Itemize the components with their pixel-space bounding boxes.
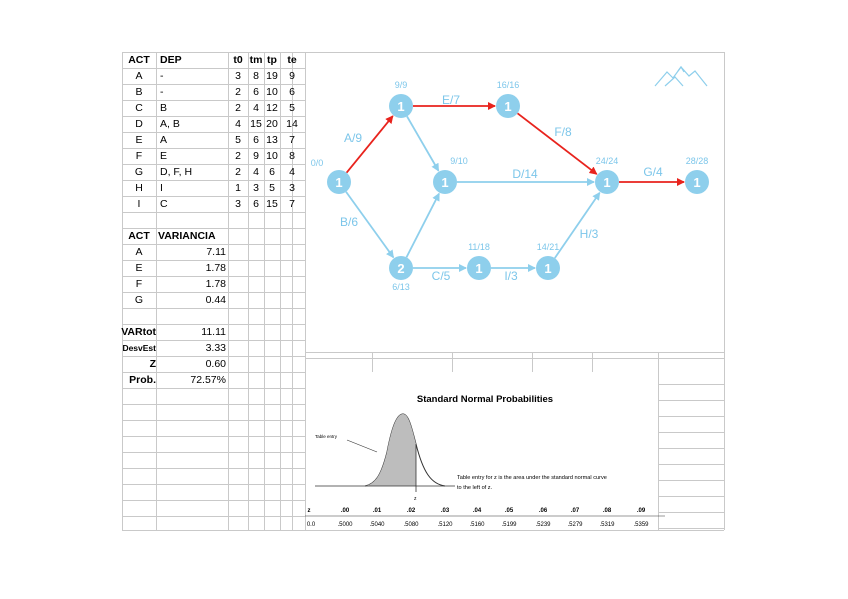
pert-cell: 14 bbox=[286, 118, 298, 130]
normal-table-header: .04 bbox=[472, 508, 482, 514]
event-node-number: 1 bbox=[544, 261, 552, 276]
grid-hline bbox=[122, 308, 305, 309]
variance-act: G bbox=[134, 294, 144, 306]
grid-hline bbox=[122, 452, 305, 453]
grid-vline bbox=[532, 352, 533, 372]
event-node-time: 9/10 bbox=[450, 156, 468, 166]
summary-label: DesvEst bbox=[122, 343, 156, 353]
grid-hline bbox=[122, 420, 305, 421]
pert-cell: 8 bbox=[253, 70, 259, 82]
pert-cell: 6 bbox=[253, 134, 259, 146]
pert-cell: 6 bbox=[253, 198, 259, 210]
pert-cell: B bbox=[160, 102, 168, 114]
pert-cell: 15 bbox=[266, 198, 278, 210]
pert-cell: I bbox=[160, 182, 163, 194]
summary-value: 3.33 bbox=[205, 342, 226, 354]
pert-cell: 3 bbox=[235, 198, 241, 210]
variance-act: A bbox=[135, 246, 143, 258]
pert-cell: 5 bbox=[269, 182, 275, 194]
pert-cell: F bbox=[135, 150, 143, 162]
sheet-border-bottom bbox=[122, 530, 724, 531]
edge-n6-n7 bbox=[555, 193, 600, 258]
event-node-time: 24/24 bbox=[595, 156, 619, 166]
pert-cell: A, B bbox=[160, 118, 180, 130]
normal-table-header: .00 bbox=[340, 508, 350, 514]
grid-hline bbox=[122, 212, 305, 213]
pert-cell: 2 bbox=[235, 86, 241, 98]
grid-hline bbox=[122, 468, 305, 469]
pert-cell: D, F, H bbox=[160, 166, 193, 178]
pert-cell: 7 bbox=[289, 134, 295, 146]
grid-hline bbox=[658, 480, 724, 481]
pert-cell: 6 bbox=[253, 86, 259, 98]
pert-cell: A bbox=[135, 70, 143, 82]
pert-cell: E bbox=[160, 150, 168, 162]
normal-table-header: .06 bbox=[538, 508, 548, 514]
grid-hline bbox=[122, 500, 305, 501]
activity-label: G/4 bbox=[643, 165, 663, 179]
pert-cell: 4 bbox=[289, 166, 295, 178]
pert-cell: 7 bbox=[289, 198, 295, 210]
grid-vline bbox=[592, 352, 593, 372]
pert-cell: D bbox=[135, 118, 143, 130]
normal-table-cell: .5359 bbox=[633, 522, 649, 528]
pert-cell: 6 bbox=[269, 166, 275, 178]
summary-label: VARtot bbox=[121, 326, 156, 338]
pert-cell: 3 bbox=[235, 70, 241, 82]
activity-label: B/6 bbox=[339, 215, 359, 229]
event-node-number: 1 bbox=[603, 175, 611, 190]
event-node-number: 1 bbox=[335, 175, 343, 190]
pert-cell: 13 bbox=[266, 134, 278, 146]
normal-table-header: .08 bbox=[602, 508, 612, 514]
variance-header-act: ACT bbox=[128, 230, 150, 242]
grid-hline bbox=[658, 432, 724, 433]
pert-header-t0: t0 bbox=[233, 54, 243, 66]
normal-curve-figure bbox=[315, 414, 455, 502]
event-node-time: 6/13 bbox=[392, 282, 410, 292]
normal-table-header: .07 bbox=[570, 508, 580, 514]
normal-table-cell: 0.0 bbox=[306, 522, 316, 528]
normal-table-header: z bbox=[307, 508, 311, 514]
event-node-number: 1 bbox=[441, 175, 449, 190]
edge-n2-n7 bbox=[518, 113, 597, 174]
grid-hline bbox=[305, 352, 724, 353]
pert-cell: E bbox=[135, 134, 143, 146]
pert-cell: 2 bbox=[235, 166, 241, 178]
grid-vline bbox=[452, 352, 453, 372]
pert-cell: 5 bbox=[235, 134, 241, 146]
variance-act: F bbox=[135, 278, 143, 290]
pert-cell: C bbox=[135, 102, 143, 114]
normal-table-description: Table entry for z is the area under the standard normal curve bbox=[457, 475, 607, 481]
normal-table-cell: .5120 bbox=[437, 522, 453, 528]
normal-table-header: .02 bbox=[406, 508, 416, 514]
variance-value: 1.78 bbox=[205, 262, 226, 274]
pert-cell: C bbox=[160, 198, 168, 210]
grid-hline bbox=[658, 448, 724, 449]
normal-table-cell: .5279 bbox=[567, 522, 583, 528]
activity-label: I/3 bbox=[504, 269, 518, 283]
activity-label: F/8 bbox=[554, 125, 572, 139]
activity-label: A/9 bbox=[343, 131, 363, 145]
pert-cell: 1 bbox=[235, 182, 241, 194]
pert-cell: 4 bbox=[235, 118, 241, 130]
pert-cell: 5 bbox=[289, 102, 295, 114]
pert-cell: 19 bbox=[266, 70, 278, 82]
event-node-number: 1 bbox=[693, 175, 701, 190]
grid-hline bbox=[658, 384, 724, 385]
pert-header-dep: DEP bbox=[160, 54, 182, 66]
activity-label: D/14 bbox=[512, 167, 538, 181]
normal-table-cell: .5199 bbox=[501, 522, 517, 528]
pert-cell: 9 bbox=[253, 150, 259, 162]
normal-table-cell: .5239 bbox=[535, 522, 551, 528]
pert-cell: - bbox=[160, 70, 164, 82]
normal-table-description-cont: to the left of z. bbox=[457, 485, 493, 491]
summary-label: Z bbox=[149, 358, 156, 370]
grid-vline bbox=[156, 52, 157, 530]
pert-cell: 10 bbox=[266, 86, 278, 98]
pert-cell: A bbox=[160, 134, 168, 146]
grid-hline bbox=[658, 464, 724, 465]
summary-label: Prob. bbox=[129, 374, 156, 386]
normal-table-cell: .5040 bbox=[369, 522, 385, 528]
pert-cell: 2 bbox=[235, 150, 241, 162]
grid-vline bbox=[372, 352, 373, 372]
grid-hline bbox=[658, 512, 724, 513]
pert-network-diagram bbox=[305, 52, 724, 352]
pert-cell: 8 bbox=[289, 150, 295, 162]
pert-cell: 3 bbox=[253, 182, 259, 194]
event-node-time: 28/28 bbox=[685, 156, 709, 166]
pert-cell: H bbox=[135, 182, 143, 194]
pert-cell: 2 bbox=[235, 102, 241, 114]
normal-table-cell: .5000 bbox=[337, 522, 353, 528]
grid-hline bbox=[305, 358, 724, 359]
event-node-number: 2 bbox=[397, 261, 405, 276]
activity-label: E/7 bbox=[441, 93, 461, 107]
event-node-number: 1 bbox=[504, 99, 512, 114]
pert-cell: 10 bbox=[266, 150, 278, 162]
pert-header-tm: tm bbox=[249, 54, 263, 66]
grid-hline bbox=[122, 484, 305, 485]
normal-table-header: .05 bbox=[504, 508, 514, 514]
grid-hline bbox=[658, 496, 724, 497]
variance-act: E bbox=[135, 262, 143, 274]
normal-table-header: .09 bbox=[636, 508, 646, 514]
pert-cell: 4 bbox=[253, 102, 259, 114]
pert-cell: 12 bbox=[266, 102, 278, 114]
pert-cell: B bbox=[135, 86, 143, 98]
pert-header-te: te bbox=[287, 54, 297, 66]
event-node-number: 1 bbox=[397, 99, 405, 114]
variance-value: 7.11 bbox=[206, 246, 226, 258]
pert-cell: G bbox=[134, 166, 144, 178]
mountain-logo-icon bbox=[655, 67, 707, 86]
event-node-time: 0/0 bbox=[310, 158, 324, 168]
edge-n4-n3 bbox=[406, 194, 439, 258]
activity-label: H/3 bbox=[579, 227, 599, 241]
standard-normal-table-image bbox=[305, 376, 665, 530]
variance-value: 0.44 bbox=[205, 294, 226, 306]
grid-hline bbox=[658, 416, 724, 417]
summary-value: 11.11 bbox=[201, 326, 226, 338]
pert-cell: I bbox=[137, 198, 141, 210]
grid-hline bbox=[122, 436, 305, 437]
pert-cell: 3 bbox=[289, 182, 295, 194]
pert-cell: 15 bbox=[250, 118, 262, 130]
normal-table-cell: .5160 bbox=[469, 522, 485, 528]
pert-header-act: ACT bbox=[128, 54, 150, 66]
event-node-time: 16/16 bbox=[496, 80, 520, 90]
pert-cell: - bbox=[160, 86, 164, 98]
normal-table-cell: .5319 bbox=[599, 522, 615, 528]
sheet-border-right bbox=[724, 52, 725, 530]
edge-n1-n3 bbox=[407, 116, 438, 170]
normal-table-header: .01 bbox=[372, 508, 382, 514]
pert-cell: 9 bbox=[289, 70, 295, 82]
variance-header-variancia: VARIANCIA bbox=[158, 230, 216, 242]
event-node-time: 14/21 bbox=[536, 242, 560, 252]
pert-cell: 6 bbox=[289, 86, 295, 98]
normal-table-header: .03 bbox=[440, 508, 450, 514]
pert-header-tp: tp bbox=[267, 54, 277, 66]
activity-label: C/5 bbox=[431, 269, 451, 283]
spreadsheet bbox=[122, 52, 724, 530]
z-marker-label: z bbox=[414, 496, 417, 502]
summary-value: 0.60 bbox=[205, 358, 226, 370]
grid-hline bbox=[122, 516, 305, 517]
grid-hline bbox=[122, 404, 305, 405]
event-node-time: 11/18 bbox=[468, 242, 490, 252]
normal-table-title: Standard Normal Probabilities bbox=[416, 394, 554, 405]
pert-cell: 4 bbox=[253, 166, 259, 178]
grid-hline bbox=[658, 400, 724, 401]
variance-value: 1.78 bbox=[205, 278, 226, 290]
pert-cell: 20 bbox=[266, 118, 278, 130]
event-node-time: 9/9 bbox=[394, 80, 408, 90]
grid-hline bbox=[658, 528, 724, 529]
table-entry-label: Table entry bbox=[315, 434, 338, 439]
summary-value: 72.57% bbox=[190, 374, 226, 386]
grid-hline bbox=[122, 388, 305, 389]
normal-table-cell: .5080 bbox=[403, 522, 419, 528]
event-node-number: 1 bbox=[475, 261, 483, 276]
